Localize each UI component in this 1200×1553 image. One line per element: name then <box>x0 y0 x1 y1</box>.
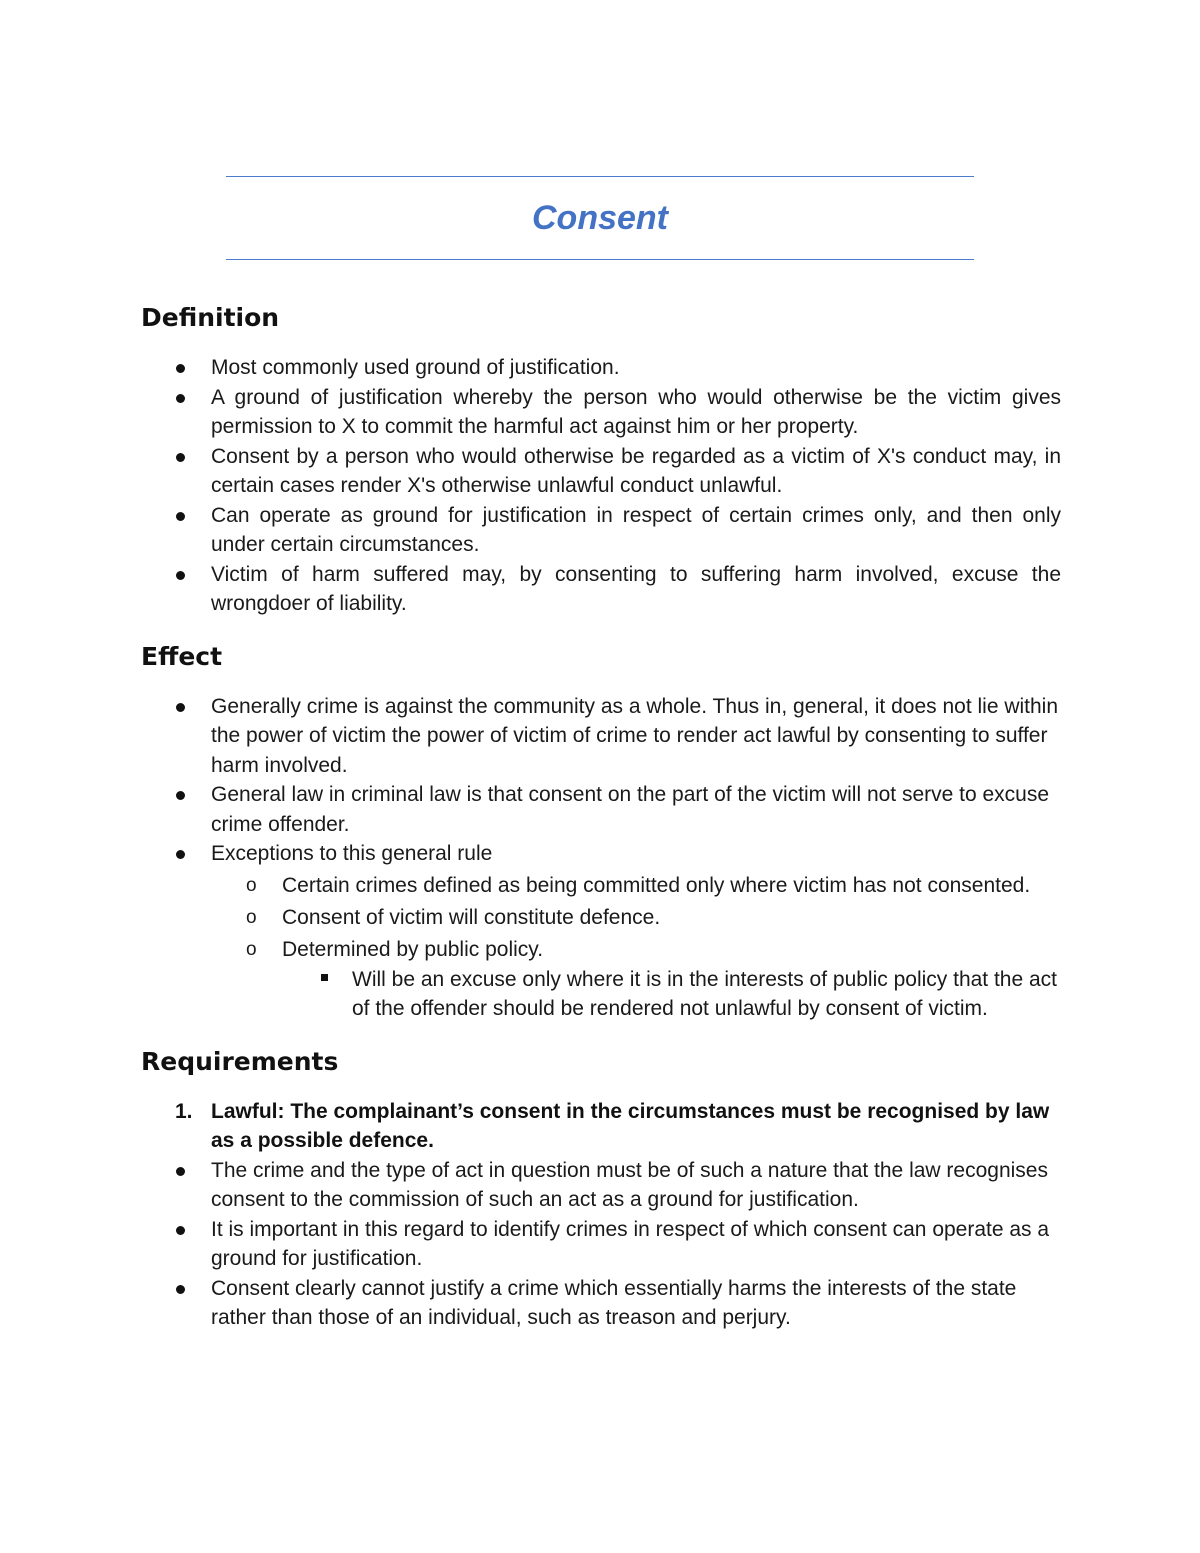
bullet-icon <box>176 850 185 859</box>
bullet-icon <box>176 703 185 712</box>
sub-list-item: o Determined by public policy. <box>141 934 1061 965</box>
document-title: Consent <box>532 199 668 237</box>
bullet-icon <box>176 1167 185 1176</box>
requirements-list <box>141 1097 1061 1333</box>
definition-heading: Definition <box>141 303 280 332</box>
list-item: A ground of justification whereby the person who would otherwise be the victim gives permission to X to commit the harmful act against him or her property. <box>141 383 1061 442</box>
effect-heading: Effect <box>141 641 223 671</box>
list-item: Consent clearly cannot justify a crime which essentially harms the interests of the state rather than those of an individual, such as treason and perjury. <box>141 1274 1061 1333</box>
bullet-icon <box>176 791 185 800</box>
bullet-icon <box>176 453 185 462</box>
sub-list-item: o Certain crimes defined as being committed only where victim has not consented. <box>141 870 1061 901</box>
list-item: Most commonly used ground of justification. <box>141 353 1061 383</box>
circle-bullet-icon: o <box>246 874 257 896</box>
numbered-item: 1. Lawful: The complainant’s consent in the circumstances must be recognised by law as a possible defence. <box>141 1097 1061 1156</box>
list-item: The crime and the type of act in question must be of such a nature that the law recognises consent to the commission of such an act as a ground for justification. <box>141 1156 1061 1215</box>
list-item: Victim of harm suffered may, by consenting to suffering harm involved, excuse the wrongdoer of liability. <box>141 560 1061 619</box>
list-item: It is important in this regard to identify crimes in respect of which consent can operate as a ground for justification. <box>141 1215 1061 1274</box>
circle-bullet-icon: o <box>246 938 257 960</box>
list-item: General law in criminal law is that consent on the part of the victim will not serve to excuse crime offender. <box>141 780 1061 839</box>
bullet-icon <box>176 571 185 580</box>
effect-list <box>141 692 1061 1024</box>
requirements-heading: Requirements <box>141 1046 339 1076</box>
sub-sub-list-item: Will be an excuse only where it is in the interests of public policy that the act of the offender should be rendered not unlawful by consent of victim. <box>141 965 1061 1024</box>
square-bullet-icon <box>321 974 328 981</box>
bullet-icon <box>176 1285 185 1294</box>
requirements-section <box>141 1046 1061 1333</box>
bullet-icon <box>176 364 185 373</box>
title-block <box>226 176 974 260</box>
bullet-icon <box>176 394 185 403</box>
list-item: Generally crime is against the community as a whole. Thus in, general, it does not lie within the power of victim the power of victim of crime to render act lawful by consenting to suffer harm involved. <box>141 692 1061 781</box>
bullet-icon <box>176 1226 185 1235</box>
list-item: Can operate as ground for justification in respect of certain crimes only, and then only under certain circumstances. <box>141 501 1061 560</box>
definition-list <box>141 353 1061 619</box>
circle-bullet-icon: o <box>246 906 257 928</box>
bullet-icon <box>176 512 185 521</box>
definition-section <box>141 302 1061 619</box>
list-item: Exceptions to this general rule <box>141 839 1061 869</box>
sub-list-item: o Consent of victim will constitute defence. <box>141 902 1061 933</box>
document-body <box>141 302 1061 1333</box>
item-number: 1. <box>175 1099 193 1123</box>
list-item: Consent by a person who would otherwise be regarded as a victim of X's conduct may, in certain cases render X's otherwise unlawful conduct unlawful. <box>141 442 1061 501</box>
effect-section <box>141 641 1061 1024</box>
